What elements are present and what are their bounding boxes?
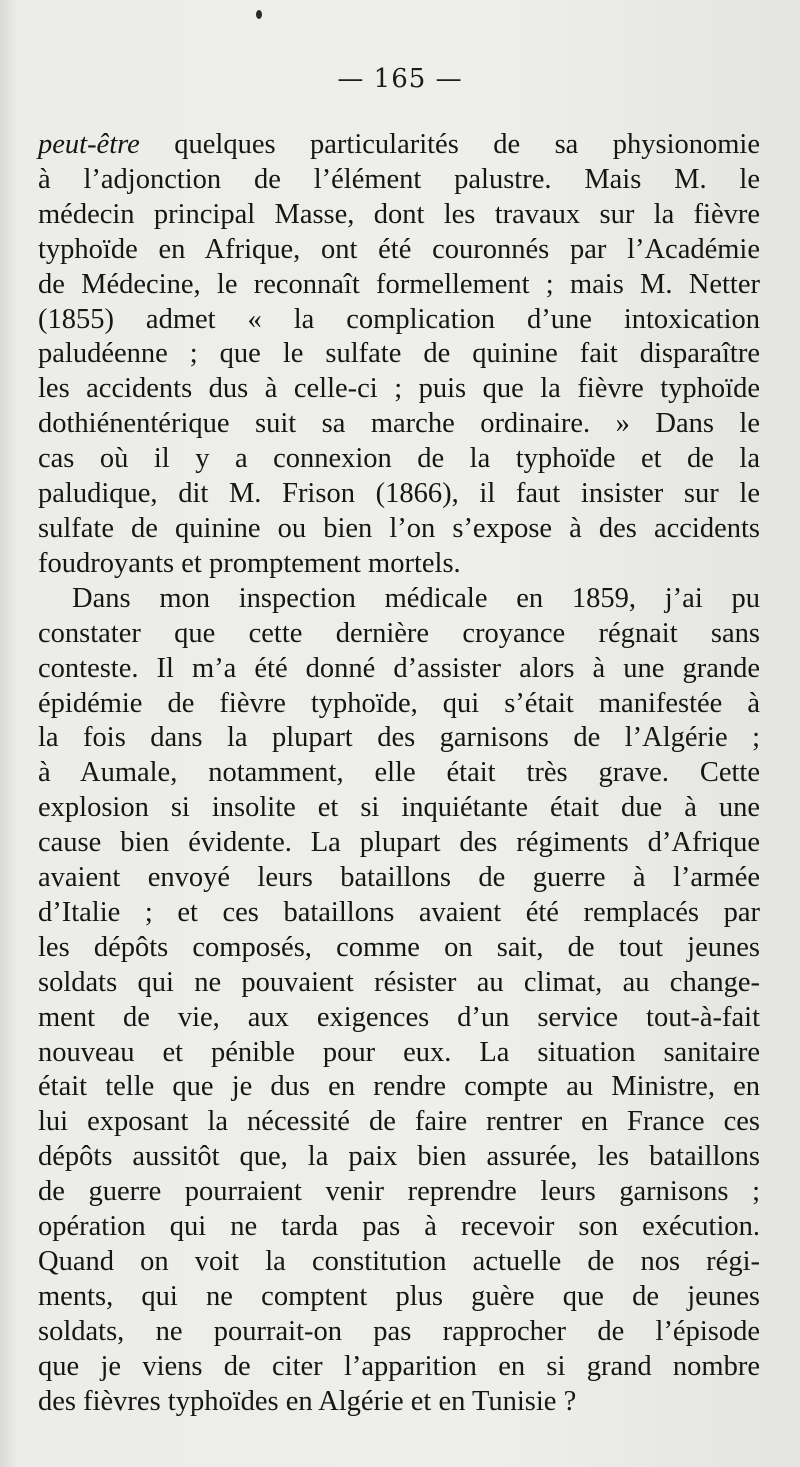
text-line: soldats, ne pourrait-on pas rapprocher de l’épisode: [38, 1315, 760, 1347]
text-line: épidémie de fièvre typhoïde, qui s’était manifestée à: [38, 687, 760, 719]
text-line: de Médecine, le reconnaît formellement ; mais M. Netter: [38, 268, 760, 300]
text-line: ments, qui ne comptent plus guère que de jeunes: [38, 1280, 760, 1312]
italic-word: peut-être: [38, 129, 175, 160]
page-number: — 165 —: [337, 64, 463, 94]
text-line: était telle que je dus en rendre compte au Ministre, en: [38, 1071, 760, 1103]
text-line: à l’adjonction de l’élément palustre. Mais M. le: [38, 163, 760, 195]
text-line: sulfate de quinine ou bien l’on s’expose à des accidents: [38, 512, 760, 544]
text-line: Dans mon inspection médicale en 1859, j’ai pu: [72, 582, 760, 614]
text-line: opération qui ne tarda pas à recevoir son exécution.: [38, 1211, 760, 1243]
text-line: soldats qui ne pouvaient résister au climat, au change-: [38, 966, 760, 998]
text-line: que je viens de citer l’apparition en si grand nombre: [38, 1350, 760, 1382]
text-line: constater que cette dernière croyance régnait sans: [38, 617, 760, 649]
text-line: Quand on voit la constitution actuelle de nos régi-: [38, 1246, 760, 1277]
body-text: [38, 128, 760, 1420]
text-line: la fois dans la plupart des garnisons de l’Algérie ;: [38, 722, 760, 754]
text-line: dépôts aussitôt que, la paix bien assurée, les bataillons: [38, 1141, 760, 1173]
text-line: les accidents dus à celle-ci ; puis que la fièvre typhoïde: [38, 373, 760, 405]
text-line: foudroyants et promptement mortels.: [38, 547, 461, 579]
text-line: nouveau et pénible pour eux. La situation sanitaire: [38, 1036, 760, 1068]
text-line: médecin principal Masse, dont les travaux sur la fièvre: [38, 198, 760, 230]
text-line: typhoïde en Afrique, ont été couronnés par l’Académie: [38, 233, 760, 265]
text-line: cause bien évidente. La plupart des régiments d’Afrique: [38, 827, 760, 859]
text-line: (1855) admet « la complication d’une intoxication: [38, 303, 760, 335]
text-line: paludéenne ; que le sulfate de quinine fait disparaître: [38, 338, 760, 370]
text-line: conteste. Il m’a été donné d’assister alors à une grande: [38, 652, 760, 684]
text-line: des fièvres typhoïdes en Algérie et en Tunisie ?: [38, 1385, 577, 1417]
text-line: [38, 128, 760, 163]
text-line: cas où il y a connexion de la typhoïde et de la: [38, 443, 760, 475]
text-line: explosion si insolite et si inquiétante était due à une: [38, 792, 760, 824]
line-text: quelques particularités de sa physionomie: [174, 129, 760, 160]
text-line: à Aumale, notamment, elle était très grave. Cette: [38, 757, 760, 789]
text-line: d’Italie ; et ces bataillons avaient été remplacés par: [38, 896, 760, 928]
text-line: avaient envoyé leurs bataillons de guerre à l’armée: [38, 862, 760, 894]
ink-speck: [256, 10, 262, 19]
text-line: paludique, dit M. Frison (1866), il faut insister sur le: [38, 478, 760, 510]
text-line: les dépôts composés, comme on sait, de tout jeunes: [38, 931, 760, 963]
text-line: lui exposant la nécessité de faire rentrer en France ces: [38, 1106, 760, 1138]
text-line: dothiénentérique suit sa marche ordinaire. » Dans le: [38, 408, 760, 440]
text-line: de guerre pourraient venir reprendre leurs garnisons ;: [38, 1176, 760, 1208]
text-line: ment de vie, aux exigences d’un service tout-à-fait: [38, 1001, 760, 1033]
